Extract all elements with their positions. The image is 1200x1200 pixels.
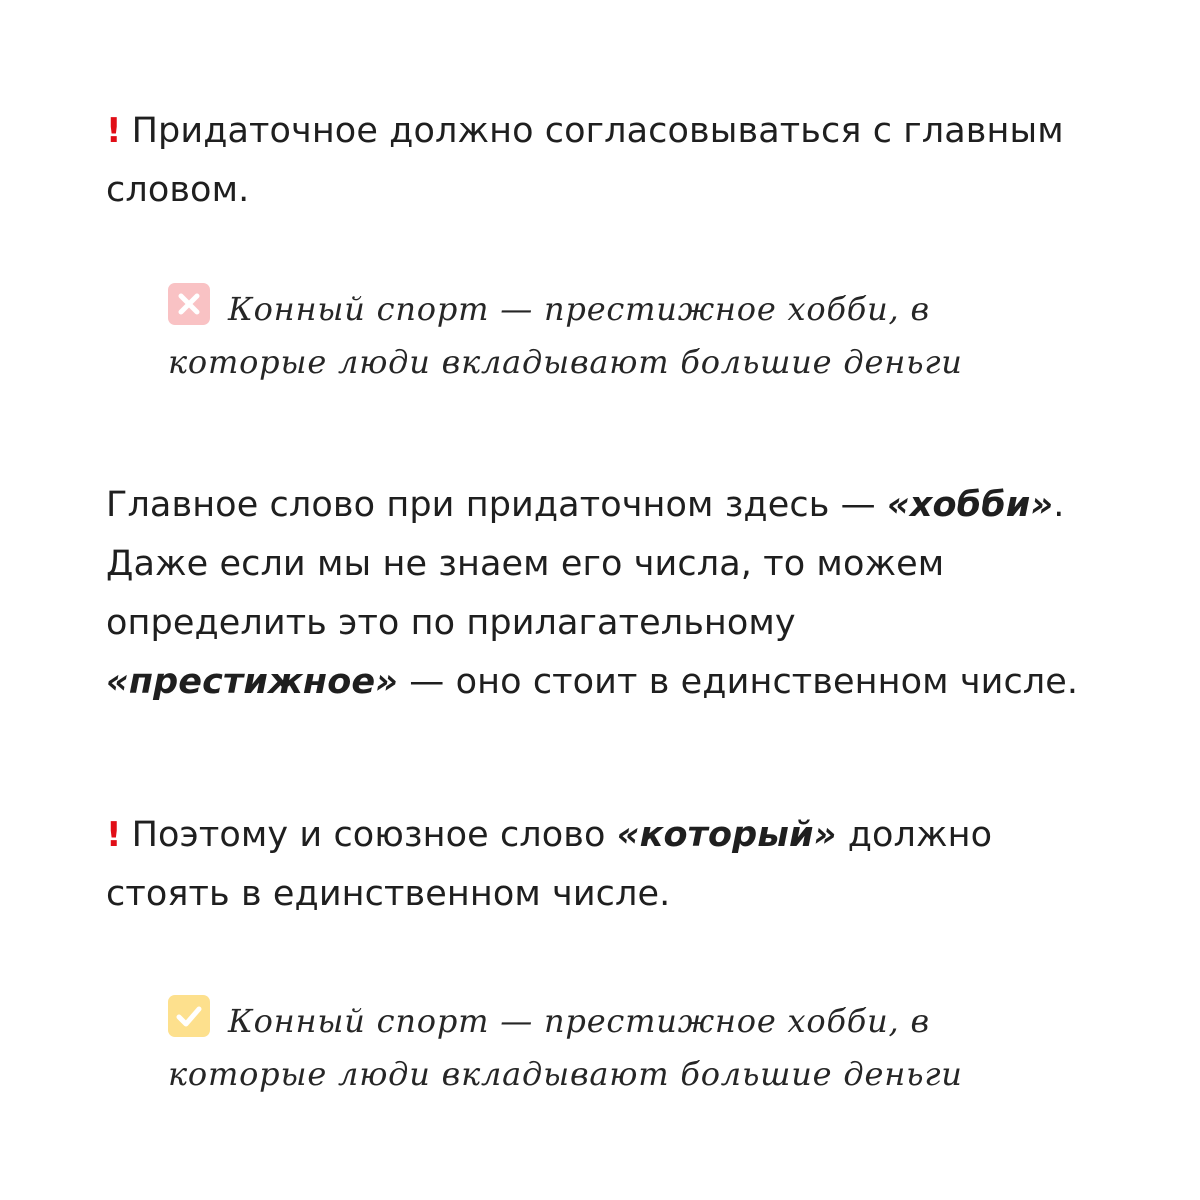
highlight-hobby: «хобби»	[886, 485, 1054, 525]
explanation-part-1: Главное слово при придаточном здесь —	[106, 485, 887, 525]
right-example	[168, 995, 1068, 1101]
exclamation-icon: !	[106, 815, 122, 855]
wrong-example-text: Конный спорт — престижное хобби, в которые люди вкладывают большие деньги	[168, 290, 963, 381]
cross-icon	[168, 283, 210, 325]
rule-conjunctive-part-1: Поэтому и союзное слово	[131, 815, 617, 855]
right-example-text: Конный спорт — престижное хобби, в которые люди вкладывают большие деньги	[168, 1002, 963, 1093]
rule-agreement	[106, 102, 1096, 220]
rule-conjunctive-word	[106, 806, 1096, 924]
rule-conjunctive-part-2: должно стоять в единственном числе.	[106, 815, 993, 914]
check-icon	[168, 995, 210, 1037]
wrong-example	[168, 283, 1068, 389]
rule-agreement-text: Придаточное должно согласовываться с главным словом.	[106, 111, 1064, 210]
exclamation-icon: !	[106, 111, 122, 151]
explanation-part-3: — оно стоит в единственном числе.	[398, 662, 1079, 702]
explanation-paragraph	[106, 476, 1096, 712]
highlight-prestigious: «престижное»	[106, 662, 399, 702]
explanation-part-2: . Даже если мы не знаем его числа, то можем определить это по прилагательному	[106, 485, 1065, 643]
highlight-kotoryi: «который»	[616, 815, 837, 855]
